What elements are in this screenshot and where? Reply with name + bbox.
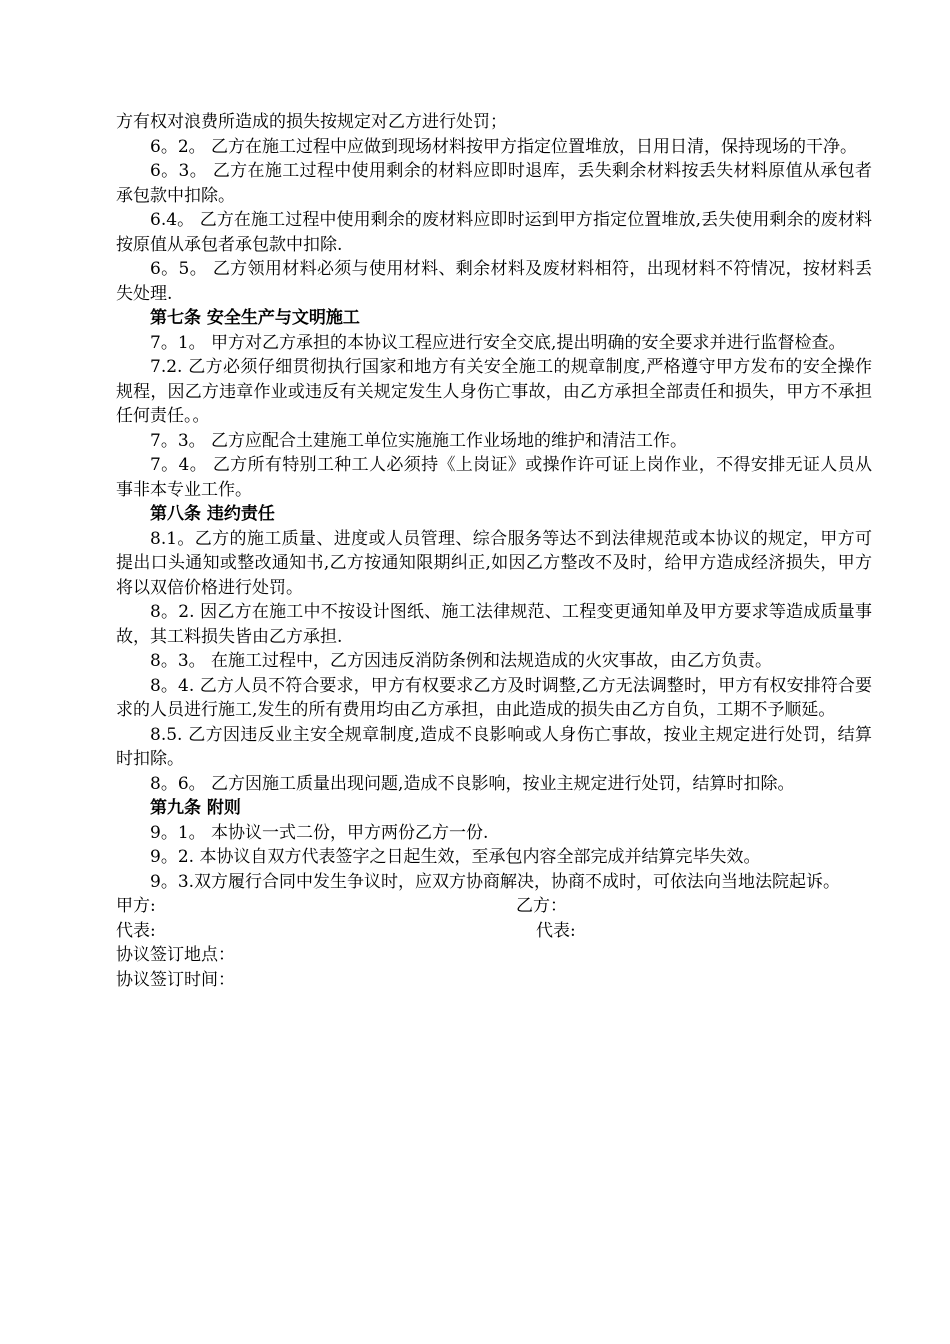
party-a-label: 甲方: [116, 896, 156, 916]
clause-paragraph: 7。4。 乙方所有特别工种工人必须持《上岗证》或操作许可证上岗作业，不得安排无证人员从事非本专业工作。 [116, 455, 872, 500]
clause-paragraph: 8。4. 乙方人员不符合要求，甲方有权要求乙方及时调整,乙方无法调整时，甲方有权安排符合要求的人员进行施工,发生的所有费用均由乙方承担，由此造成的损失由乙方自负，工期不予顺延。 [116, 675, 872, 720]
document-page [116, 110, 872, 992]
clause-paragraph: 6.4。 乙方在施工过程中使用剩余的废材料应即时运到甲方指定位置堆放,丢失使用剩余的废材料按原值从承包者承包款中扣除. [116, 210, 872, 255]
clause-paragraph: 8。6。 乙方因施工质量出现问题,造成不良影响，按业主规定进行处罚，结算时扣除。 [150, 773, 795, 794]
document-body [116, 110, 872, 894]
clause-paragraph: 7。3。 乙方应配合土建施工单位实施施工作业场地的维护和清洁工作。 [150, 430, 688, 451]
clause-paragraph: 9。1。 本协议一式二份，甲方两份乙方一份. [150, 822, 489, 843]
signature-row-parties [116, 894, 872, 919]
clause-paragraph: 9。3.双方履行合同中发生争议时，应双方协商解决，协商不成时，可依法向当地法院起诉。 [150, 871, 841, 892]
continued-paragraph: 方有权对浪费所造成的损失按规定对乙方进行处罚； [116, 112, 507, 132]
clause-paragraph: 7.2. 乙方必须仔细贯彻执行国家和地方有关安全施工的规章制度,严格遵守甲方发布的安全操作规程，因乙方违章作业或违反有关规定发生人身伤亡事故，由乙方承担全部责任和损失，甲方不承担任何责任。。 [116, 357, 872, 426]
clause-paragraph: 9。2. 本协议自双方代表签字之日起生效，至承包内容全部完成并结算完毕失效。 [150, 847, 761, 867]
party-b-label: 乙方： [516, 896, 567, 916]
clause-paragraph: 6。2。 乙方在施工过程中应做到现场材料按甲方指定位置堆放，日用日清，保持现场的干净。 [150, 136, 858, 157]
clause-paragraph: 7。1。 甲方对乙方承担的本协议工程应进行安全交底,提出明确的安全要求并进行监督检查。 [150, 332, 846, 353]
clause-paragraph: 8。2. 因乙方在施工中不按设计图纸、施工法律规范、工程变更通知单及甲方要求等造成质量事故，其工料损失皆由乙方承担. [116, 602, 872, 647]
clause-paragraph: 8。3。 在施工过程中，乙方因违反消防条例和法规造成的火灾事故，由乙方负责。 [150, 651, 773, 671]
section-heading: 第八条 违约责任 [150, 504, 275, 524]
clause-paragraph: 6。5。 乙方领用材料必须与使用材料、剩余材料及废材料相符，出现材料不符情况，按材料丢失处理. [116, 259, 872, 304]
signature-row-representatives [116, 919, 872, 944]
clause-paragraph: 8.1。乙方的施工质量、进度或人员管理、综合服务等达不到法律规范或本协议的规定，甲方可提出口头通知或整改通知书,乙方按通知限期纠正,如因乙方整改不及时，给甲方造成经济损失，甲方将以双倍价格进行处罚。 [116, 528, 872, 598]
clause-paragraph: 8.5. 乙方因违反业主安全规章制度,造成不良影响或人身伤亡事故，按业主规定进行处罚，结算时扣除。 [116, 724, 872, 769]
sign-time-label: 协议签订时间： [116, 969, 235, 990]
section-heading: 第九条 附则 [150, 798, 241, 818]
rep-b-label: 代表: [536, 920, 576, 941]
rep-a-label: 代表: [116, 920, 156, 941]
section-heading: 第七条 安全生产与文明施工 [150, 308, 360, 328]
clause-paragraph: 6。3。 乙方在施工过程中使用剩余的材料应即时退库，丢失剩余材料按丢失材料原值从承包者承包款中扣除。 [116, 161, 872, 206]
sign-place-label: 协议签订地点： [116, 945, 235, 965]
